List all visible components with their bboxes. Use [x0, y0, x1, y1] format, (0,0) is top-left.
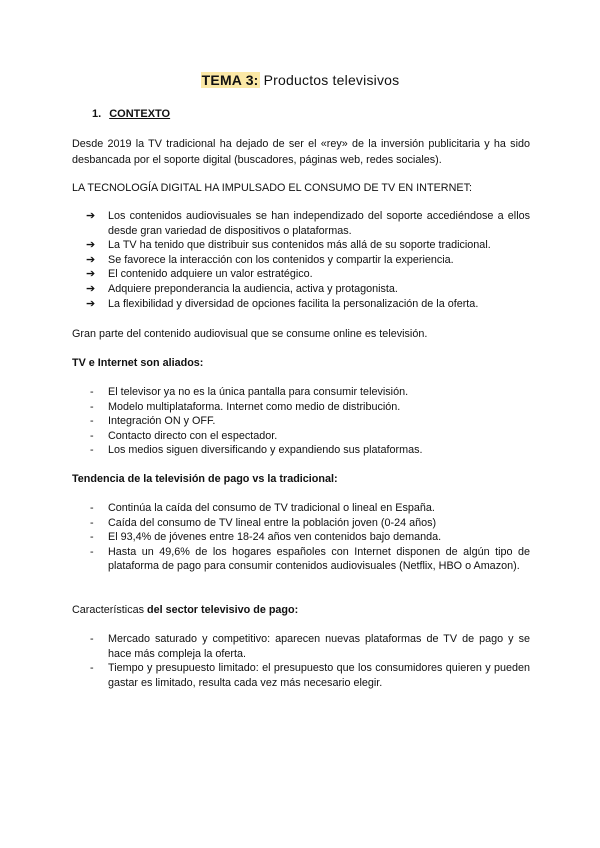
section-number: 1. — [92, 108, 102, 120]
dash-marker: - — [90, 502, 94, 514]
dash-marker: - — [90, 429, 94, 442]
arrow-icon: ➔ — [86, 210, 96, 222]
title-prefix: TEMA 3: — [201, 72, 259, 88]
dash-marker: - — [90, 662, 94, 675]
trend-heading: Tendencia de la televisión de pago vs la tradicional: — [72, 473, 338, 485]
arrow-icon: ➔ — [86, 297, 96, 310]
page-title — [0, 72, 600, 88]
dash-marker: - — [90, 633, 94, 645]
digital-heading: LA TECNOLOGÍA DIGITAL HA IMPULSADO EL CONSUMO DE TV EN INTERNET: — [72, 182, 472, 194]
section-label: CONTEXTO — [109, 108, 171, 120]
intro-paragraph: Desde 2019 la TV tradicional ha dejado de ser el «rey» de la inversión publicitaria y ha sido desbancada por el soporte digital (buscadores, páginas web, redes sociales). — [72, 138, 530, 166]
arrow-icon: ➔ — [86, 253, 96, 266]
allies-heading: TV e Internet son aliados: — [72, 357, 204, 369]
trend-list — [86, 501, 530, 574]
arrow-icon: ➔ — [86, 239, 96, 252]
list-item: - Integración ON y OFF. — [90, 415, 216, 428]
list-item: - Tiempo y presupuesto limitado: el presupuesto que los consumidores quieren y pueden gastar es limitado, resulta cada vez más necesario elegir. — [90, 662, 530, 689]
dash-marker: - — [90, 516, 94, 529]
online-note: Gran parte del contenido audiovisual que se consume online es televisión. — [72, 328, 428, 340]
section-heading-contexto — [92, 108, 170, 120]
list-item: - Los medios siguen diversificando y expandiendo sus plataformas. — [90, 444, 423, 457]
pay-list — [86, 632, 530, 690]
allies-list — [86, 385, 530, 458]
list-item: ➔ Los contenidos audiovisuales se han independizado del soporte accediéndose a ellos desde gran variedad de dispositivos o plataformas. — [86, 210, 530, 237]
list-item: ➔ El contenido adquiere un valor estratégico. — [86, 268, 313, 281]
dash-marker: - — [90, 386, 94, 398]
list-item: - Mercado saturado y competitivo: aparecen nuevas plataformas de TV de pago y se hace más compleja la oferta. — [90, 633, 530, 660]
pay-heading: Características del sector televisivo de pago: — [72, 604, 299, 616]
dash-marker: - — [90, 545, 94, 558]
dash-marker: - — [90, 444, 94, 457]
arrow-icon: ➔ — [86, 268, 96, 281]
list-item: - El 93,4% de jóvenes entre 18-24 años ven contenidos bajo demanda. — [90, 531, 442, 544]
dash-marker: - — [90, 531, 94, 544]
list-item: - Modelo multiplataforma. Internet como medio de distribución. — [90, 400, 401, 413]
list-item: ➔ La TV ha tenido que distribuir sus contenidos más allá de su soporte tradicional. — [86, 239, 491, 252]
list-item: - El televisor ya no es la única pantalla para consumir televisión. — [90, 386, 409, 398]
list-item: ➔ Se favorece la interacción con los contenidos y compartir la experiencia. — [86, 253, 454, 266]
list-item: - Hasta un 49,6% de los hogares españoles con Internet disponen de algún tipo de plataforma de pago para consumir contenidos audiovisuales (Netflix, HBO o Amazon). — [90, 545, 530, 573]
list-item: - Contacto directo con el espectador. — [90, 429, 278, 442]
dash-marker: - — [90, 415, 94, 428]
list-item: ➔ La flexibilidad y diversidad de opciones facilita la personalización de la oferta. — [86, 297, 479, 310]
digital-list — [86, 209, 530, 311]
list-item: - Continúa la caída del consumo de TV tradicional o lineal en España. — [90, 502, 435, 514]
dash-marker: - — [90, 400, 94, 413]
list-item: ➔ Adquiere preponderancia la audiencia, activa y protagonista. — [86, 282, 398, 295]
list-item: - Caída del consumo de TV lineal entre la población joven (0-24 años) — [90, 516, 437, 529]
arrow-icon: ➔ — [86, 282, 96, 295]
title-rest: Productos televisivos — [259, 72, 400, 88]
